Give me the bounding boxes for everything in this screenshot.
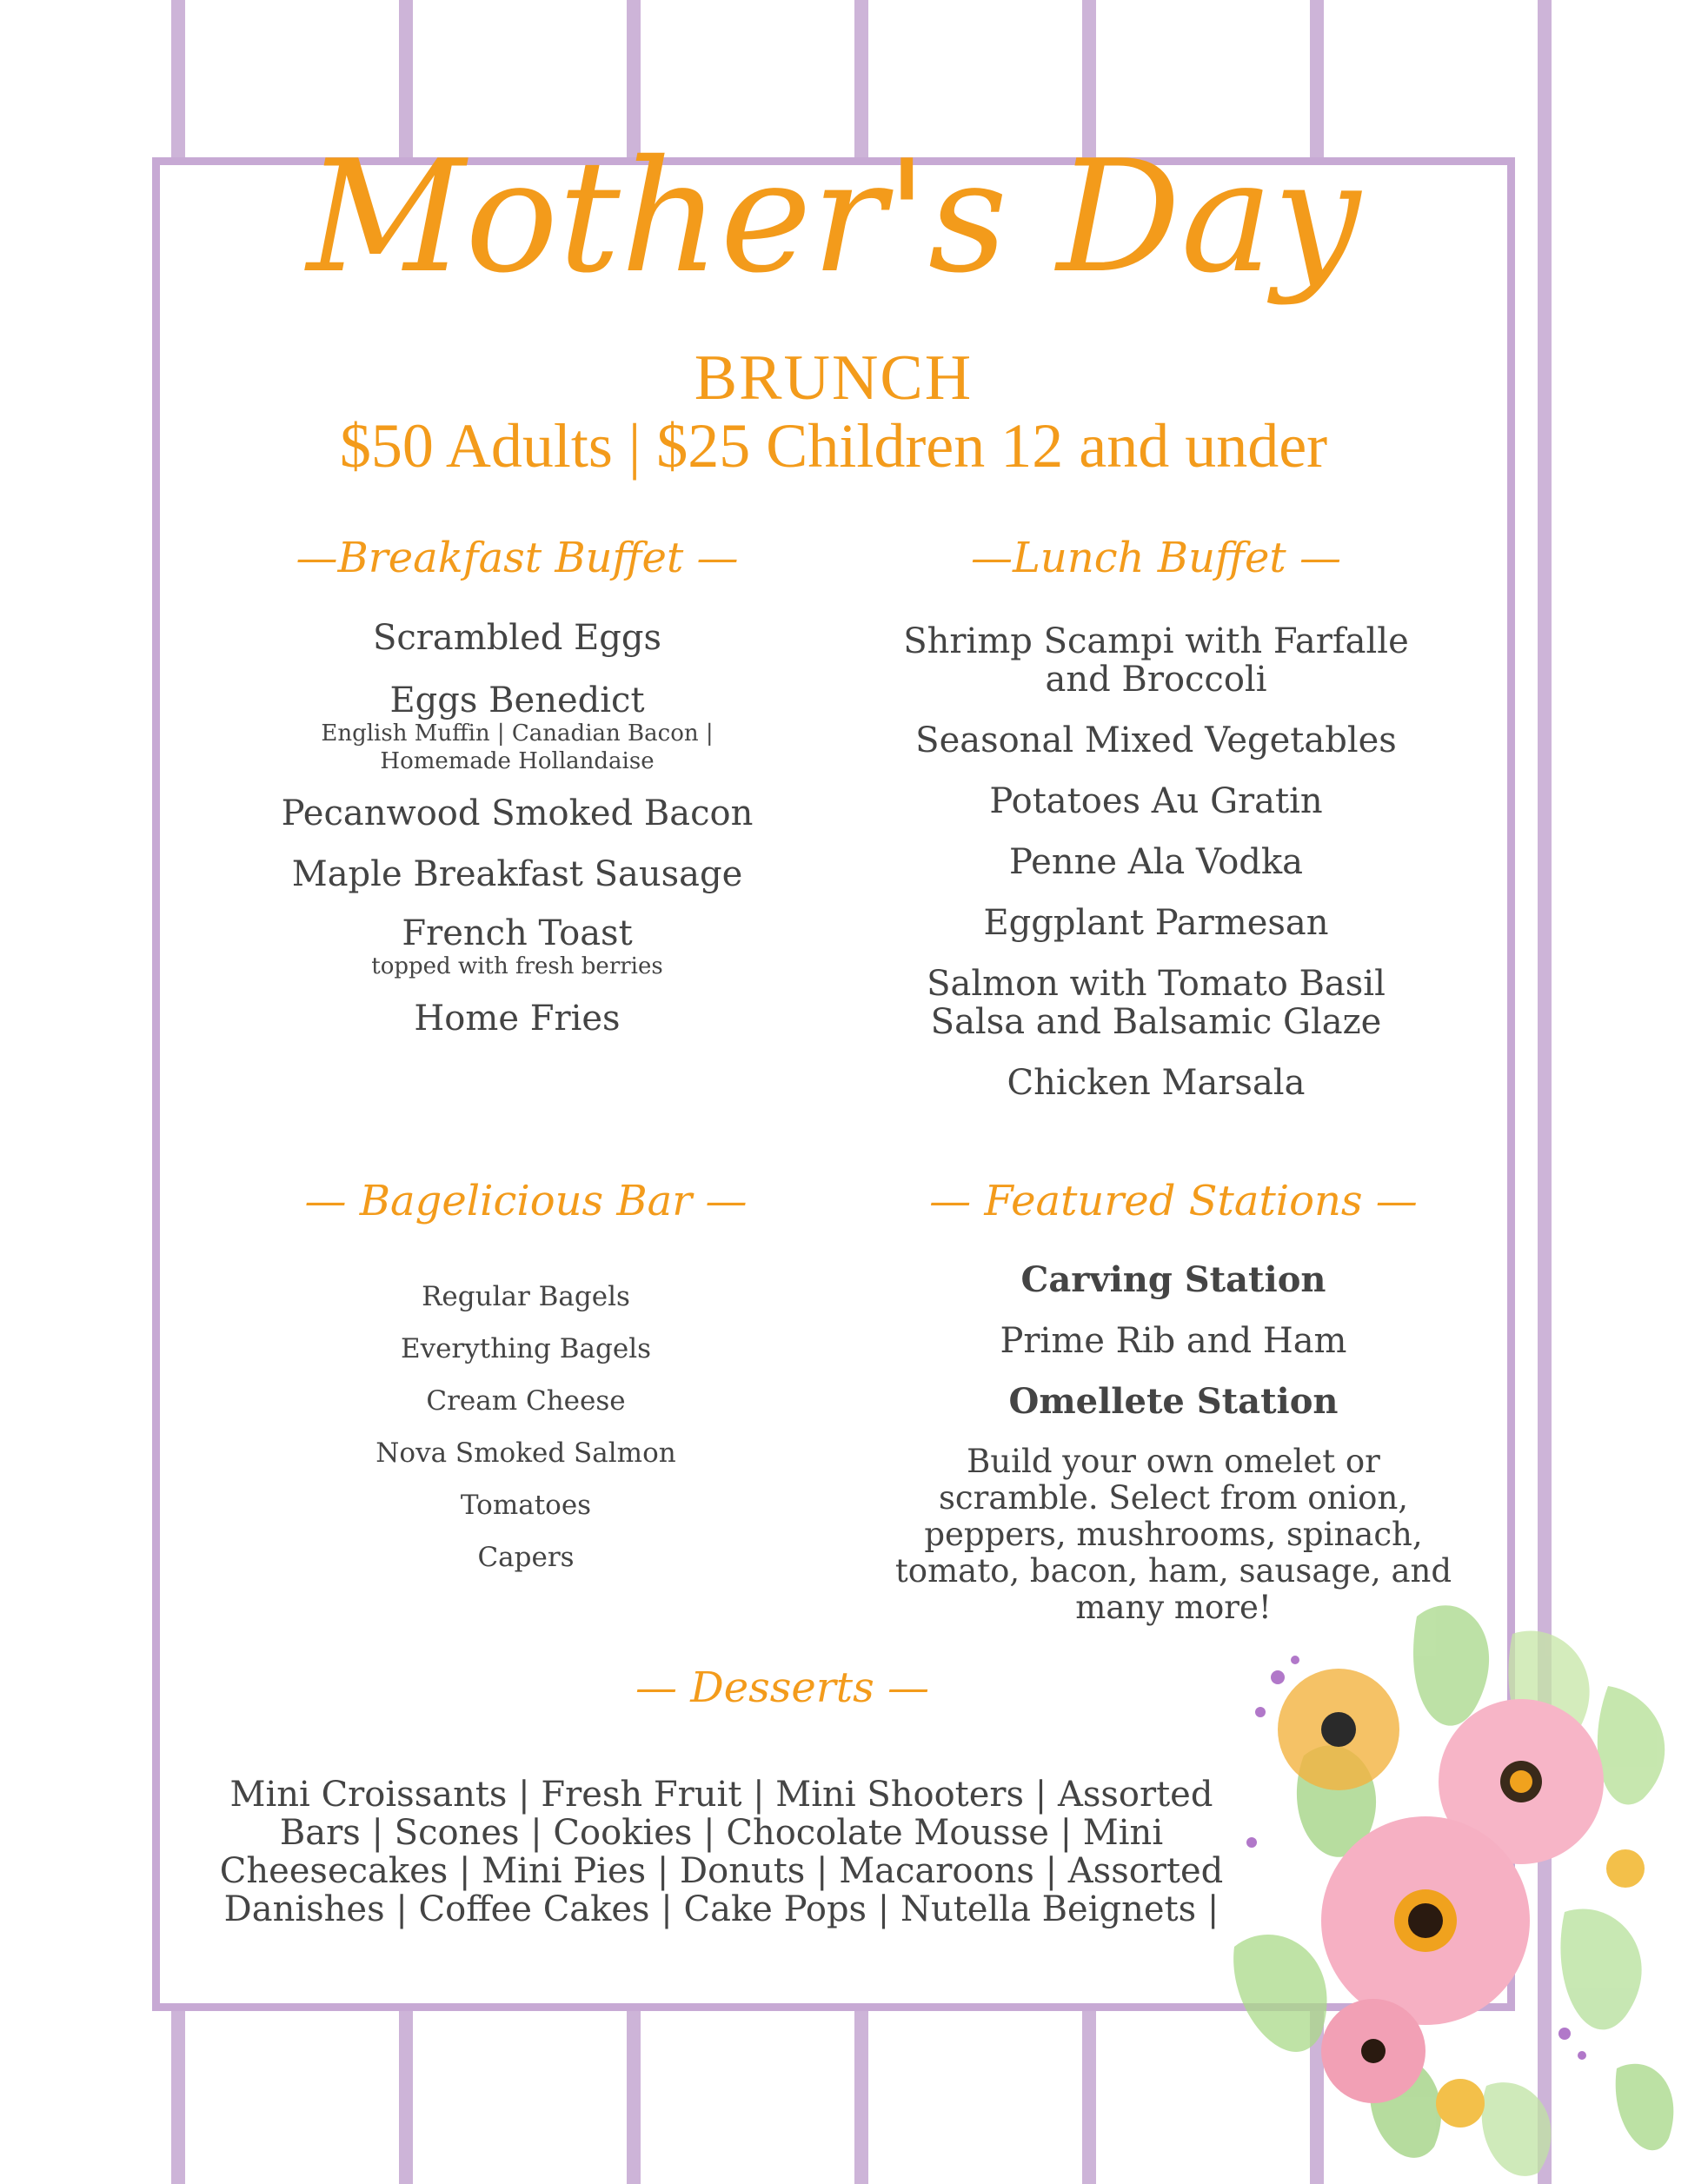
breakfast-item: French Toast topped with fresh berries (371, 913, 663, 979)
desserts-text: Mini Croissants | Fresh Fruit | Mini Shooters | Assorted Bars | Scones | Cookies | Chocolate Mousse | Mini Cheesecakes | Mini Pies | Donuts | Macaroons | Assorted Danishes | Coffee Cakes | Cake Pops | Nutella Beignets | (219, 1775, 1224, 1929)
lunch-item: Seasonal Mixed Vegetables (915, 720, 1397, 760)
breakfast-item: Home Fries (414, 999, 621, 1039)
page-subtitle: BRUNCH (694, 342, 974, 414)
bagel-item: Regular Bagels (422, 1281, 630, 1312)
lunch-item: Potatoes Au Gratin (989, 781, 1323, 821)
lunch-heading: —Lunch Buffet — (971, 534, 1341, 582)
bagel-item: Everything Bagels (400, 1333, 652, 1364)
page-title: Mother's Day (306, 127, 1361, 307)
carving-station-desc: Prime Rib and Ham (1000, 1321, 1347, 1361)
featured-list (887, 1261, 1460, 1626)
flower-bouquet-icon (1200, 1582, 1688, 2184)
omelet-station-desc: Build your own omelet or scramble. Select from onion, peppers, mushrooms, spinach, tomato, bacon, ham, sausage, and many more! (894, 1443, 1452, 1626)
price-line: $50 Adults | $25 Children 12 and under (339, 411, 1328, 481)
breakfast-list (230, 619, 804, 1038)
bagel-item: Tomatoes (460, 1490, 592, 1521)
lunch-list (869, 622, 1443, 1102)
bagel-list (239, 1271, 813, 1583)
breakfast-item: Pecanwood Smoked Bacon (281, 793, 754, 833)
lunch-item: Shrimp Scampi with Farfalle and Broccoli (903, 621, 1409, 700)
breakfast-heading: —Breakfast Buffet — (296, 534, 739, 582)
bagel-item: Nova Smoked Salmon (375, 1437, 676, 1469)
omelet-station-title: Omellete Station (1008, 1381, 1339, 1422)
featured-heading: — Featured Stations — (929, 1177, 1418, 1225)
breakfast-item: Eggs Benedict English Muffin | Canadian Bacon | Homemade Hollandaise (321, 680, 714, 774)
carving-station-title: Carving Station (1020, 1259, 1326, 1300)
lunch-item: Eggplant Parmesan (983, 903, 1329, 943)
bagel-item: Cream Cheese (426, 1385, 626, 1417)
breakfast-item: Scrambled Eggs (372, 618, 662, 658)
desserts-heading: — Desserts — (635, 1663, 929, 1712)
bagel-heading: — Bagelicious Bar — (304, 1177, 748, 1225)
breakfast-item: Maple Breakfast Sausage (291, 854, 743, 894)
lunch-item: Penne Ala Vodka (1009, 842, 1303, 882)
lunch-item: Chicken Marsala (1007, 1063, 1306, 1103)
lunch-item: Salmon with Tomato Basil Salsa and Balsamic Glaze (927, 964, 1386, 1042)
bagel-item: Capers (477, 1542, 575, 1573)
